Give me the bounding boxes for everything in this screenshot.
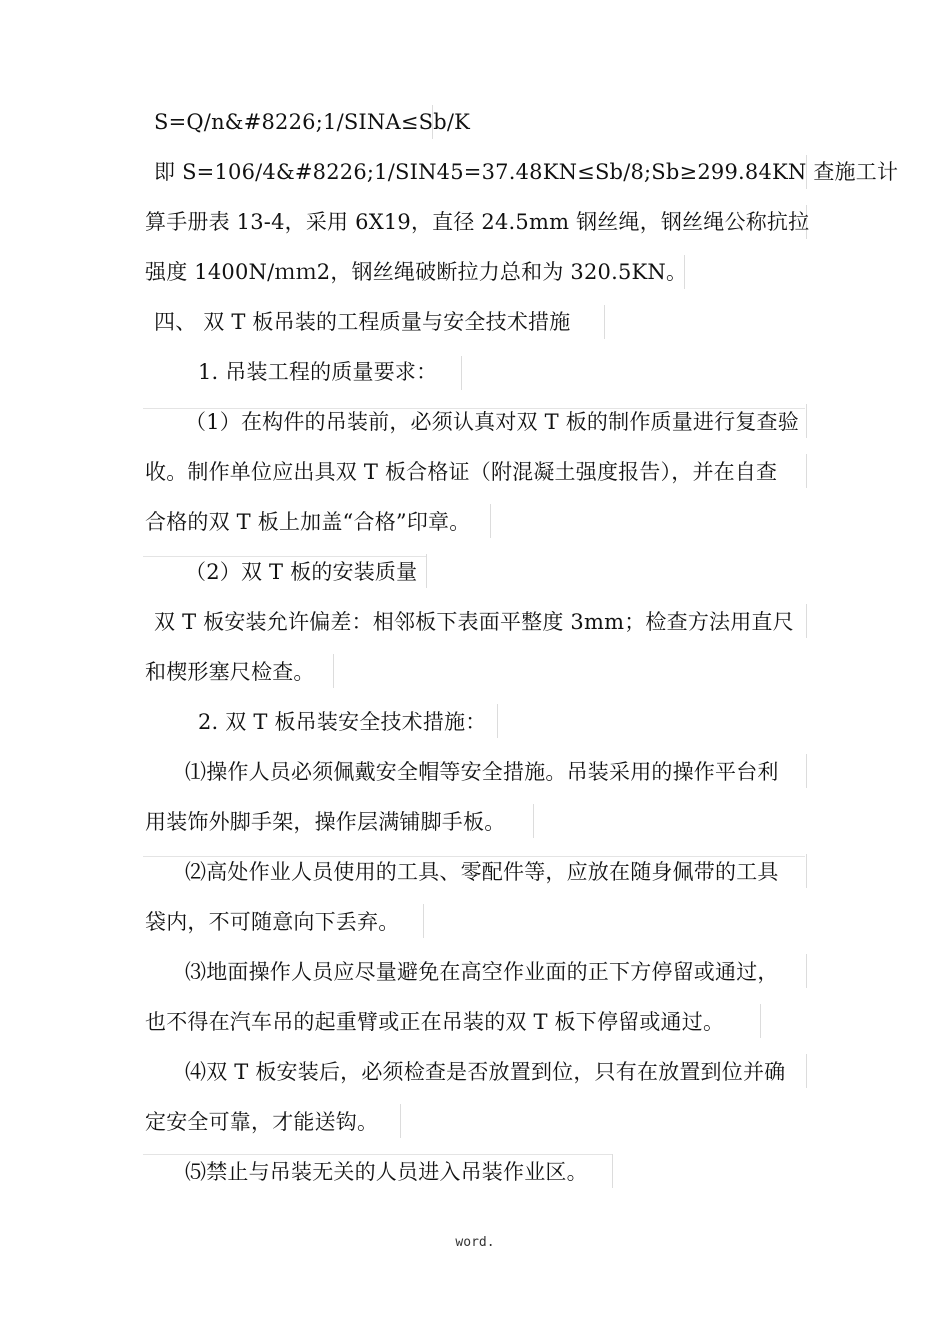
vbar bbox=[604, 305, 605, 339]
vbar bbox=[497, 704, 498, 738]
item-heading: （2）双 T 板的安装质量 bbox=[185, 560, 418, 584]
paragraph-line: 强度 1400N/ｍｍ2，钢丝绳破断拉力总和为 320.5KN。 bbox=[145, 260, 688, 284]
subsection-heading: 1. 吊装工程的质量要求： bbox=[198, 360, 438, 384]
paragraph-line: 算手册表 13-4，采用 6X19，直径 24.5mm 钢丝绳，钢丝绳公称抗拉 bbox=[145, 210, 810, 234]
vbar bbox=[533, 804, 534, 838]
paragraph-line: 合格的双 T 板上加盖“合格”印章。 bbox=[145, 510, 471, 534]
rule bbox=[143, 1154, 613, 1155]
paragraph-line: 收。制作单位应出具双 T 板合格证（附混凝土强度报告），并在自查 bbox=[145, 460, 778, 484]
formula-line: S=Q/n&#8226;1/SINA≤Sb/K bbox=[154, 110, 471, 134]
section-heading: 四、 双 T 板吊装的工程质量与安全技术措施 bbox=[154, 310, 571, 334]
vbar bbox=[806, 854, 807, 888]
page-footer: word. bbox=[455, 1235, 495, 1250]
vbar bbox=[760, 1004, 761, 1038]
list-item-continuation: 也不得在汽车吊的起重臂或正在吊装的双 T 板下停留或通过。 bbox=[145, 1010, 725, 1034]
vbar bbox=[426, 554, 427, 588]
vbar bbox=[806, 1054, 807, 1088]
vbar bbox=[806, 604, 807, 638]
paragraph-line: 和楔形塞尺检查。 bbox=[145, 660, 315, 684]
list-item: ⑸禁止与吊装无关的人员进入吊装作业区。 bbox=[185, 1160, 588, 1184]
vbar bbox=[461, 356, 462, 390]
list-item: ⑶地面操作人员应尽量避免在高空作业面的正下方停留或通过， bbox=[185, 960, 779, 984]
list-item-continuation: 定安全可靠，才能送钩。 bbox=[145, 1110, 379, 1134]
calc-line: 即 S=106/4&#8226;1/SIN45=37.48KN≤Sb/8;Sb≥299.84KN 查施工计 bbox=[154, 160, 899, 184]
vbar bbox=[400, 1104, 401, 1138]
vbar bbox=[490, 504, 491, 538]
list-item: ⑷双 T 板安装后，必须检查是否放置到位，只有在放置到位并确 bbox=[185, 1060, 786, 1084]
vbar bbox=[612, 1154, 613, 1188]
subsection-heading: 2. 双 T 板吊装安全技术措施： bbox=[198, 710, 487, 734]
list-item: ⑵高处作业人员使用的工具、零配件等，应放在随身佩带的工具 bbox=[185, 860, 779, 884]
vbar bbox=[333, 654, 334, 688]
paragraph-line: 双 T 板安装允许偏差：相邻板下表面平整度 3mm；检查方法用直尺 bbox=[154, 610, 794, 634]
vbar bbox=[806, 954, 807, 988]
paragraph-line: （1）在构件的吊装前，必须认真对双 T 板的制作质量进行复查验 bbox=[185, 410, 799, 434]
vbar bbox=[806, 754, 807, 788]
vbar bbox=[423, 904, 424, 938]
vbar bbox=[806, 404, 807, 438]
list-item: ⑴操作人员必须佩戴安全帽等安全措施。吊装采用的操作平台利 bbox=[185, 760, 779, 784]
vbar bbox=[806, 454, 807, 488]
list-item-continuation: 用装饰外脚手架，操作层满铺脚手板。 bbox=[145, 810, 506, 834]
list-item-continuation: 袋内，不可随意向下丢弃。 bbox=[145, 910, 400, 934]
